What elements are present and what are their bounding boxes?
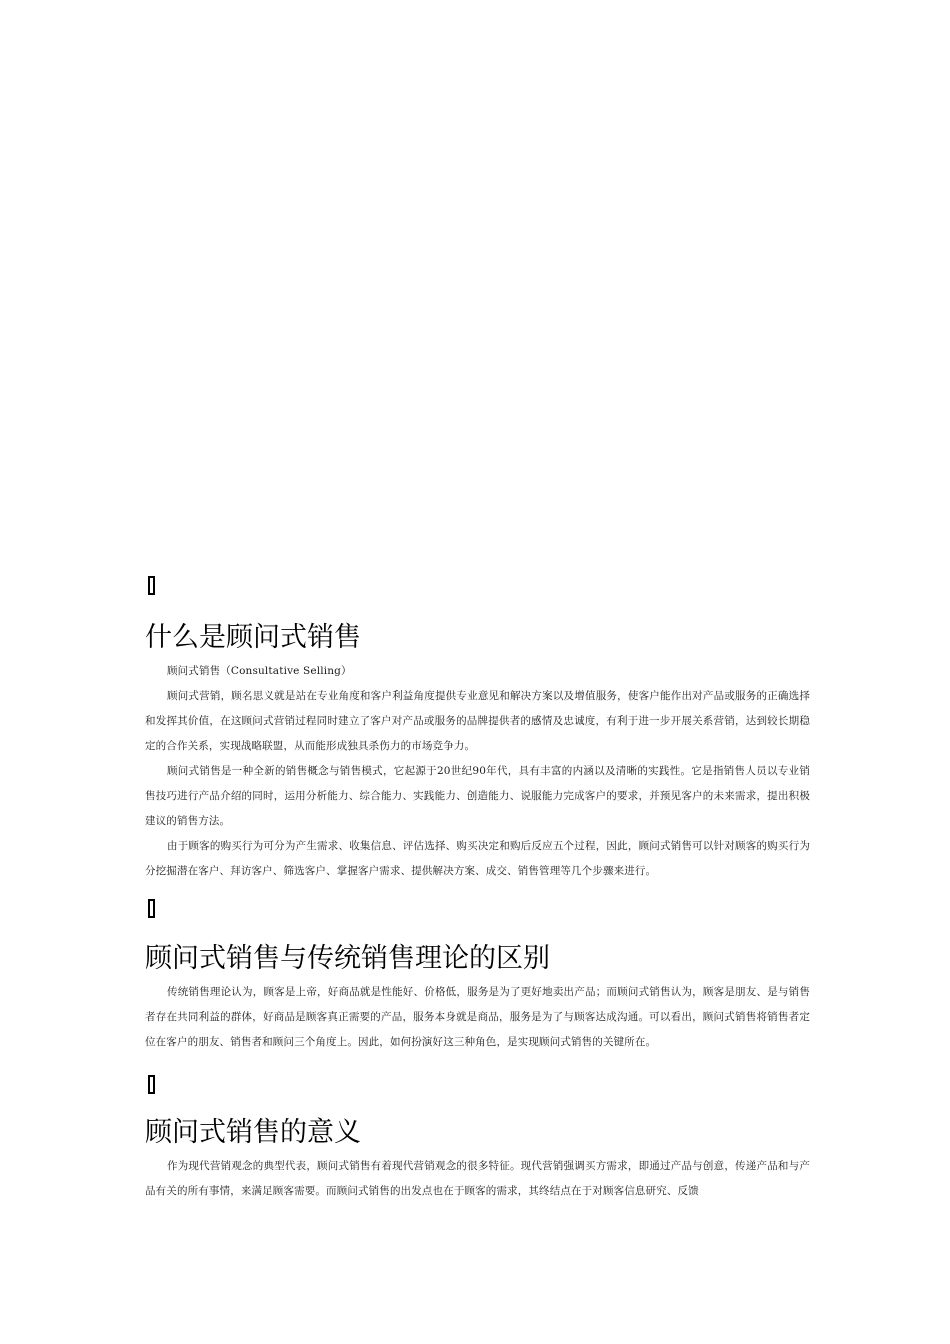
section-heading: 顾问式销售的意义 [145,1117,361,1148]
paragraph: 顾问式销售（Consultative Selling） [167,665,352,677]
section-difference-from-traditional [145,899,810,1055]
paragraph: 顾问式营销，顾名思义就是站在专业角度和客户利益角度提供专业意见和解决方案以及增值服务，使客户能作出对产品或服务的正确选择和发挥其价值，在这顾问式营销过程同时建立了客户对产品或服务的品牌提供者的感情及忠诚度，有利于进一步开展关系营销，达到较长期稳定的合作关系，实现战略联盟，从而能形成独具杀伤力的市场竞争力。 [145,690,810,752]
missing-glyph-icon [148,1075,155,1094]
missing-glyph-icon [148,576,155,595]
paragraph: 传统销售理论认为，顾客是上帝，好商品就是性能好、价格低，服务是为了更好地卖出产品；而顾问式销售认为，顾客是朋友、是与销售者存在共同利益的群体，好商品是顾客真正需要的产品，服务本身就是商品，服务是为了与顾客达成沟通。可以看出，顾问式销售将销售者定位在客户的朋友、销售者和顾问三个角度上。因此，如何扮演好这三种角色，是实现顾问式销售的关键所在。 [145,986,810,1048]
section-heading: 顾问式销售与传统销售理论的区别 [145,943,550,974]
section-significance [145,1075,810,1204]
paragraph: 由于顾客的购买行为可分为产生需求、收集信息、评估选择、购买决定和购后反应五个过程，因此，顾问式销售可以针对顾客的购买行为分挖掘潜在客户、拜访客户、筛选客户、掌握客户需求、提供解决方案、成交、销售管理等几个步骤来进行。 [145,840,810,877]
section-heading: 什么是顾问式销售 [145,622,361,653]
paragraph: 作为现代营销观念的典型代表，顾问式销售有着现代营销观念的很多特征。现代营销强调买方需求，即通过产品与创意，传递产品和与产品有关的所有事情，来满足顾客需要。而顾问式销售的出发点也在于顾客的需求，其终结点在于对顾客信息研究、反馈 [145,1160,810,1197]
section-what-is-consultative-selling [145,576,810,884]
missing-glyph-icon [148,899,155,918]
paragraph: 顾问式销售是一种全新的销售概念与销售模式，它起源于20世纪90年代，具有丰富的内涵以及清晰的实践性。它是指销售人员以专业销售技巧进行产品介绍的同时，运用分析能力、综合能力、实践能力、创造能力、说服能力完成客户的要求，并预见客户的未来需求，提出积极建议的销售方法。 [145,765,810,827]
